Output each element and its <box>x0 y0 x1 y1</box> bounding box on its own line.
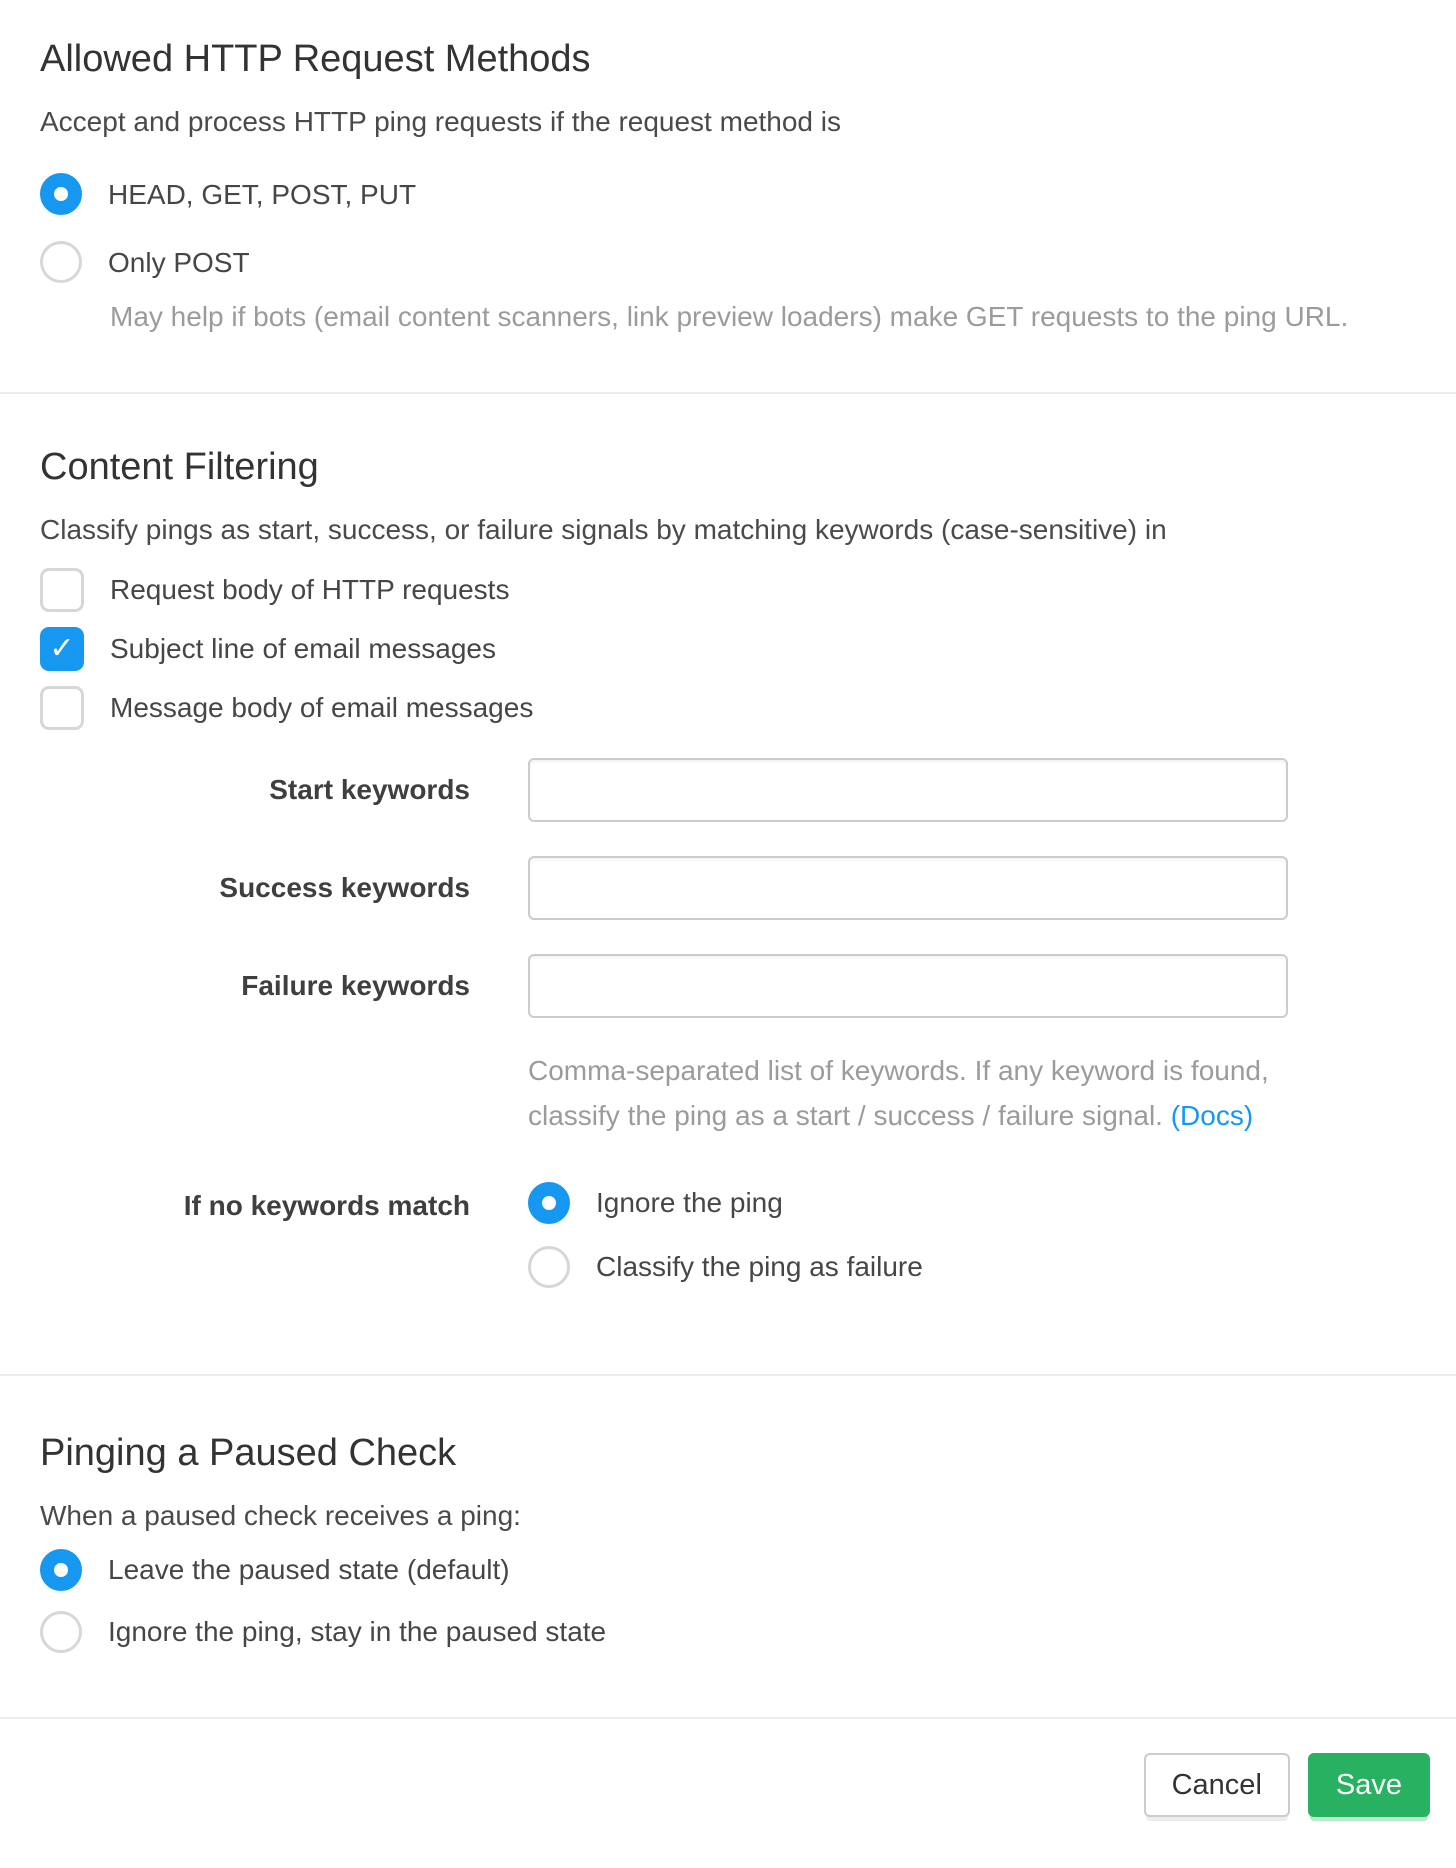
checkbox-label[interactable]: Request body of HTTP requests <box>110 573 510 605</box>
radio-label[interactable]: Leave the paused state (default) <box>108 1554 510 1586</box>
radio-option-ignore-ping[interactable] <box>528 1182 923 1224</box>
form-row-failure-keywords <box>40 954 1416 1018</box>
footer-actions <box>0 1719 1456 1817</box>
radio-option-leave-paused[interactable] <box>40 1549 1416 1591</box>
start-keywords-input[interactable] <box>528 758 1288 822</box>
radio-label[interactable]: HEAD, GET, POST, PUT <box>108 178 417 210</box>
form-row-start-keywords <box>40 758 1416 822</box>
keywords-form <box>40 758 1416 1288</box>
no-match-options <box>528 1182 923 1288</box>
http-methods-description: Accept and process HTTP ping requests if the request method is <box>40 106 842 137</box>
radio-stay-paused[interactable] <box>40 1611 82 1653</box>
failure-keywords-label: Failure keywords <box>241 969 470 1001</box>
failure-keywords-input[interactable] <box>528 954 1288 1018</box>
http-methods-options <box>40 173 1416 336</box>
radio-label[interactable]: Ignore the ping, stay in the paused state <box>108 1616 607 1648</box>
paused-check-description: When a paused check receives a ping: <box>40 1499 521 1531</box>
no-match-label: If no keywords match <box>183 1189 470 1221</box>
checkbox-option-request-body[interactable] <box>40 568 1416 612</box>
paused-check-options <box>40 1549 1416 1653</box>
section-paused-check <box>0 1376 1456 1717</box>
cancel-button[interactable]: Cancel <box>1144 1753 1290 1817</box>
radio-option-classify-failure[interactable] <box>528 1246 923 1288</box>
content-filtering-checkboxes <box>40 568 1416 730</box>
content-filtering-title: Content Filtering <box>40 446 319 489</box>
keywords-help <box>40 1048 1416 1138</box>
radio-label[interactable]: Classify the ping as failure <box>596 1250 923 1282</box>
checkbox-option-email-subject[interactable] <box>40 627 1416 671</box>
checkbox-option-email-body[interactable] <box>40 686 1416 730</box>
keywords-help-line1: Comma-separated list of keywords. If any keyword is found, <box>528 1054 1269 1086</box>
form-row-success-keywords <box>40 856 1416 920</box>
keywords-help-spacer <box>40 1048 488 1138</box>
no-match-row <box>40 1182 1416 1288</box>
checkbox-label[interactable]: Subject line of email messages <box>110 632 496 664</box>
paused-check-title: Pinging a Paused Check <box>40 1431 457 1474</box>
only-post-help-text: May help if bots (email content scanners, link preview loaders) make GET requests to the ping URL. <box>110 301 1349 333</box>
keywords-help-text <box>528 1048 1288 1138</box>
radio-label[interactable]: Ignore the ping <box>596 1186 783 1218</box>
radio-head-get-post-put[interactable] <box>40 173 82 215</box>
radio-only-post[interactable] <box>40 241 82 283</box>
checkbox-label[interactable]: Message body of email messages <box>110 691 534 723</box>
radio-option-only-post[interactable] <box>40 241 1416 283</box>
docs-link[interactable]: (Docs) <box>1170 1099 1254 1131</box>
radio-option-stay-paused[interactable] <box>40 1611 1416 1653</box>
radio-classify-failure[interactable] <box>528 1246 570 1288</box>
section-http-methods <box>0 0 1456 392</box>
save-button[interactable]: Save <box>1308 1753 1430 1817</box>
success-keywords-input[interactable] <box>528 856 1288 920</box>
success-keywords-label: Success keywords <box>219 871 470 903</box>
checkbox-email-subject[interactable] <box>40 627 84 671</box>
radio-leave-paused[interactable] <box>40 1549 82 1591</box>
section-content-filtering <box>0 394 1456 1373</box>
content-filtering-description: Classify pings as start, success, or failure signals by matching keywords (case-sensitive) in <box>40 514 1167 546</box>
radio-ignore-ping[interactable] <box>528 1182 570 1224</box>
checkmark-icon: ✓ <box>49 631 75 665</box>
http-methods-title: Allowed HTTP Request Methods <box>40 38 591 80</box>
keywords-help-line2: classify the ping as a start / success / failure signal. <box>528 1099 1163 1131</box>
radio-option-head-get-post-put[interactable] <box>40 173 1416 215</box>
checkbox-request-body[interactable] <box>40 568 84 612</box>
radio-label[interactable]: Only POST <box>108 246 250 278</box>
start-keywords-label: Start keywords <box>269 773 470 805</box>
checkbox-email-body[interactable] <box>40 686 84 730</box>
